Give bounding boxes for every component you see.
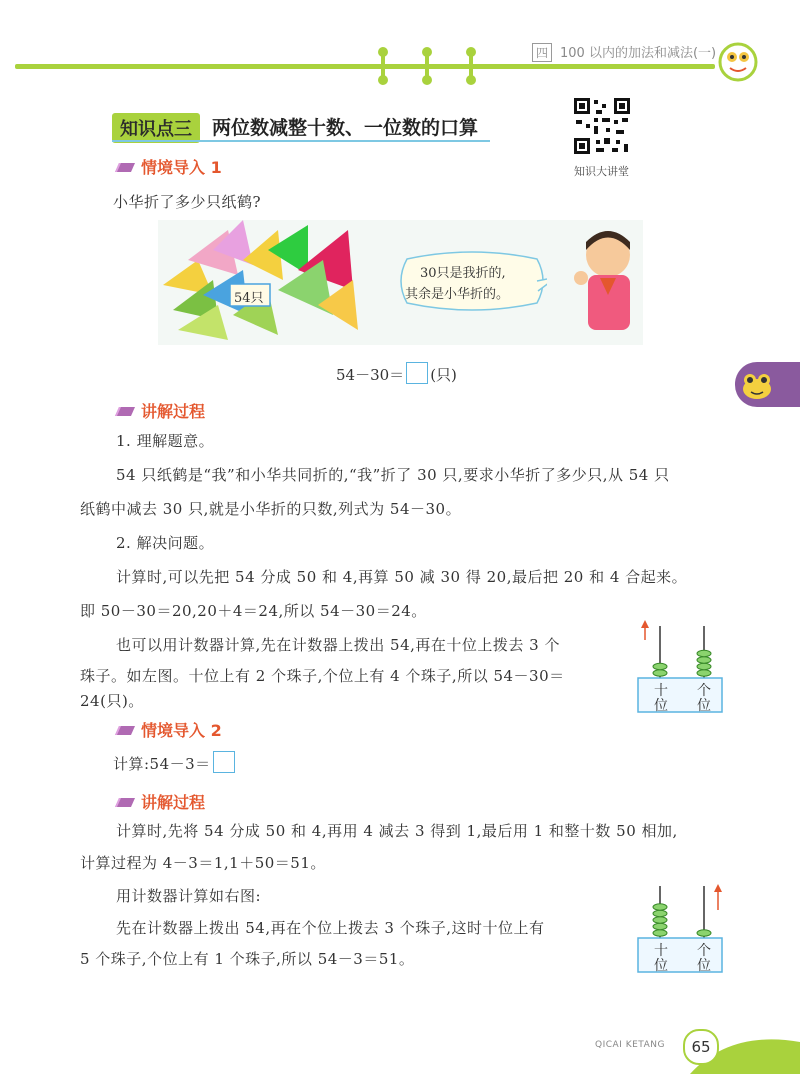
- side-chapter-tab: [735, 362, 800, 407]
- explain-1-para-1b: 纸鹤中减去 30 只,就是小华折的只数,列式为 54－30。: [80, 500, 462, 518]
- explain-2-para-3a: 先在计数器上拨出 54,再在个位上拨去 3 个珠子,这时十位上有: [116, 919, 545, 937]
- tens-label-1: 十: [654, 683, 668, 699]
- scene-1-heading: 情境导入 1: [113, 155, 222, 178]
- arrow-up-icon: [641, 620, 649, 628]
- chapter-number: 四: [532, 43, 552, 62]
- tens-label-2: 位: [654, 698, 668, 714]
- explain-2-heading: 讲解过程: [113, 790, 205, 813]
- bubble-line-1: 30只是我折的,: [420, 266, 506, 281]
- pencil-icon: [113, 404, 137, 418]
- speech-bubble: [397, 251, 547, 313]
- title-underline: [112, 140, 490, 142]
- ones-label-1: 个: [697, 683, 711, 699]
- explain-2-para-1b: 计算过程为 4－3＝1,1＋50＝51。: [80, 854, 326, 872]
- section-title: 两位数减整十数、一位数的口算: [212, 117, 479, 139]
- qr-code-icon[interactable]: [572, 96, 632, 156]
- explain-1-para-2b: 即 50－30＝20,20＋4＝24,所以 54－30＝24。: [80, 602, 427, 620]
- chapter-title: 100 以内的加法和减法(一): [560, 46, 717, 61]
- explain-1-para-3b: 珠子。如左图。十位上有 2 个珠子,个位上有 4 个珠子,所以 54－30＝: [80, 667, 565, 685]
- knowledge-point-badge: 知识点三: [112, 113, 200, 143]
- tens-label-2: 位: [654, 958, 668, 974]
- abacus-bead: [653, 663, 667, 669]
- header-rule: [15, 64, 715, 69]
- abacus-bead: [697, 657, 711, 663]
- page-number: 65: [683, 1029, 719, 1065]
- chapter-header: [532, 42, 716, 62]
- scene-1-question: 小华折了多少只纸鹤?: [113, 193, 262, 211]
- ones-label-2: 位: [697, 958, 711, 974]
- bubble-line-2: 其余是小华折的。: [405, 287, 510, 302]
- crane-count-tag: 54只: [234, 291, 264, 306]
- abacus-bead: [653, 917, 667, 923]
- header-beads-icon: [372, 46, 482, 86]
- explain-2-para-1a: 计算时,先将 54 分成 50 和 4,再用 4 减去 3 得到 1,最后用 1 和整十数 50 相加,: [116, 822, 678, 840]
- ones-label-2: 位: [697, 698, 711, 714]
- pencil-icon: [113, 160, 137, 174]
- step-1-label: 1. 理解题意。: [116, 432, 215, 450]
- abacus-bead: [697, 663, 711, 669]
- pencil-icon: [113, 795, 137, 809]
- explain-1-heading: 讲解过程: [113, 399, 205, 422]
- abacus-bead: [697, 670, 711, 676]
- explain-1-para-2a: 计算时,可以先把 54 分成 50 和 4,再算 50 减 30 得 20,最后把 20 和 4 合起来。: [116, 568, 688, 586]
- abacus-bead: [697, 930, 711, 936]
- frog-mascot-icon: [718, 42, 758, 82]
- abacus-bead: [653, 930, 667, 936]
- ones-label-1: 个: [697, 943, 711, 959]
- answer-box[interactable]: [406, 362, 428, 384]
- scene-2-heading: 情境导入 2: [113, 718, 222, 741]
- abacus-2: [632, 878, 727, 976]
- arrow-up-icon: [714, 884, 722, 892]
- explain-1-para-3c: 24(只)。: [80, 692, 144, 710]
- scene-1-equation: 54－30＝ (只): [336, 362, 457, 385]
- footer-brand: QICAI KETANG: [595, 1040, 665, 1050]
- pencil-icon: [113, 723, 137, 737]
- scene-2-equation: 计算:54－3＝: [113, 747, 758, 781]
- abacus-bead: [697, 650, 711, 656]
- explain-1-para-3a: 也可以用计数器计算,先在计数器上拨出 54,再在十位上拨去 3 个: [116, 636, 560, 654]
- explain-2-para-2: 用计数器计算如右图:: [116, 887, 262, 905]
- abacus-2-drawing: [632, 878, 727, 976]
- step-2-label: 2. 解决问题。: [116, 534, 215, 552]
- abacus-1-drawing: [632, 618, 727, 716]
- answer-box[interactable]: [213, 751, 235, 773]
- frog-icon: [737, 365, 777, 405]
- abacus-bead: [653, 670, 667, 676]
- explain-2-para-3b: 5 个珠子,个位上有 1 个珠子,所以 54－3＝51。: [80, 950, 415, 968]
- explain-1-para-1a: 54 只纸鹤是“我”和小华共同折的,“我”折了 30 只,要求小华折了多少只,从 54 只: [116, 466, 670, 484]
- abacus-bead: [653, 923, 667, 929]
- abacus-bead: [653, 910, 667, 916]
- abacus-1: [632, 618, 727, 716]
- qr-label: 知识大讲堂: [574, 165, 629, 178]
- tens-label-1: 十: [654, 943, 668, 959]
- abacus-bead: [653, 904, 667, 910]
